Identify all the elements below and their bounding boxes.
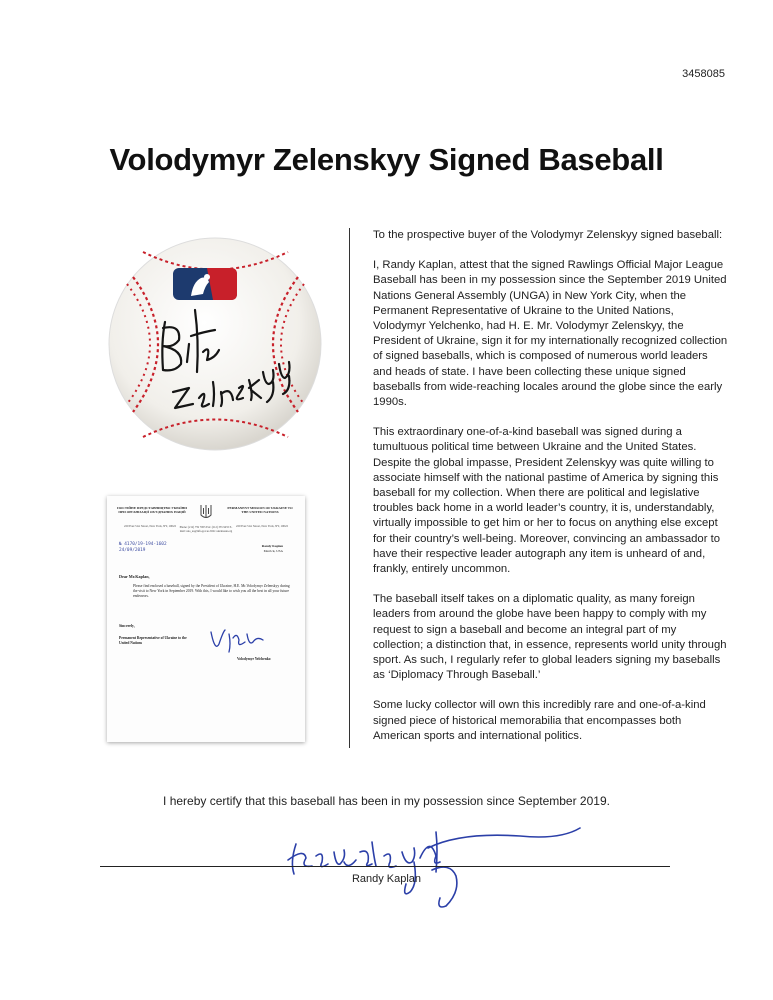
letter-closing: Sincerely, bbox=[119, 624, 135, 628]
trident-icon bbox=[200, 504, 212, 520]
page-title: Volodymyr Zelenskyy Signed Baseball bbox=[109, 142, 664, 177]
mission-letter-image bbox=[107, 496, 305, 742]
document-id: 3458085 bbox=[682, 68, 725, 80]
letter-header-right: PERMANENT MISSION OF UKRAINE TO THE UNITED NATIONS bbox=[227, 506, 293, 515]
letter-signer-name: Volodymyr Yelchenko bbox=[237, 657, 271, 661]
letter-ref-date: 24/09/2019 bbox=[119, 547, 146, 553]
column-divider bbox=[349, 228, 350, 748]
letter-recipient bbox=[262, 544, 283, 553]
body-paragraph: To the prospective buyer of the Volodymyr Zelenskyy signed baseball: bbox=[373, 229, 723, 241]
mlb-logo bbox=[173, 268, 237, 300]
letter-signer-title: Permanent Representative of Ukraine to the United Nations bbox=[119, 636, 187, 645]
letter-recipient-location: Merrick, USA bbox=[263, 548, 283, 553]
body-paragraph: I, Randy Kaplan, attest that the signed Rawlings Official Major League Baseball has been in my possession since the September 2019 United Nations General Assembly (UNGA) in New York City, when the Permanent Representative of Ukraine to the United Nations, Volodymyr Yelchenko, had H. E. Mr. Volodymyr Zelenskyy, the President of Ukraine, sign it for my internationally recognized collection of signed baseballs, which is composed of numerous world leaders and heads of state. I have been collecting these unique signed baseballs from wide-reaching locales around the globe since the early 1990s. bbox=[373, 259, 728, 409]
certification-statement: I hereby certify that this baseball has been in my possession since September 2019. bbox=[163, 794, 610, 808]
letter-salutation: Dear Mr.Kaplan, bbox=[119, 574, 150, 579]
letter-ref-number: № 4170/19-194-1602 bbox=[119, 542, 167, 547]
signed-baseball-image bbox=[103, 232, 328, 457]
letter-address-right: 220 East 51st Street, New York, NY, 10022 bbox=[235, 524, 289, 528]
body-paragraph: This extraordinary one-of-a-kind baseball was signed during a tumultuous political time between Ukraine and the United States. Despite the global impasse, President Zelenskyy was quite willing to associate himself with the national pastime of America by signing this baseball for my collection. When there are political and legislative troubles back home in a world leader’s country, it is, understandably, virtually impossible to get him or her to focus on anything else except for their country’s well-being. Moreover, convincing an ambassador to have their respective leader autograph any item is unheard of and, frankly, entirely uncommon. bbox=[373, 426, 721, 576]
letter-address-left: 220 East 51st Street, New York, NY, 10022 bbox=[123, 524, 177, 528]
kaplan-handwritten-signature bbox=[260, 822, 590, 912]
attestation-text bbox=[373, 228, 728, 759]
letter-paragraph: Please find enclosed a baseball, signed by the President of Ukraine, H.E. Mr.Volodymyr Zelenskyy during the visit to New York in September 2019. With this, I would like to wish you all the best in all your future endeavors. bbox=[133, 584, 290, 598]
letter-handwritten-signature bbox=[207, 624, 267, 658]
letter-header-left: ПОСТІЙНЕ ПРЕДСТАВНИЦТВО УКРАЇНИ ПРИ ОРГАНІЗАЦІЇ ОБ'ЄДНАНИХ НАЦІЙ bbox=[117, 506, 187, 515]
signature-line bbox=[100, 866, 670, 867]
letter-contact: Phone: (212) 759 7003 Fax: (212) 355 9455 E-mail: uno_us@mfa.gov.ua Web: ukraineun.org bbox=[179, 526, 233, 533]
body-paragraph: The baseball itself takes on a diplomatic quality, as many foreign leaders from around the globe have been happy to comply with my request to sign a baseball and become an integral part of my collection; a distinction that, in essence, represents world unity through sport. As such, I regularly refer to global leaders signing my baseballs as ‘Diplomacy Through Baseball.’ bbox=[373, 593, 727, 682]
letter-reference bbox=[119, 542, 167, 553]
signer-name: Randy Kaplan bbox=[351, 873, 422, 885]
body-paragraph: Some lucky collector will own this incredibly rare and one-of-a-kind signed piece of historical memorabilia that encompasses both American sports and international politics. bbox=[373, 699, 706, 742]
letter-recipient-name: Randy Kaplan bbox=[261, 544, 283, 548]
